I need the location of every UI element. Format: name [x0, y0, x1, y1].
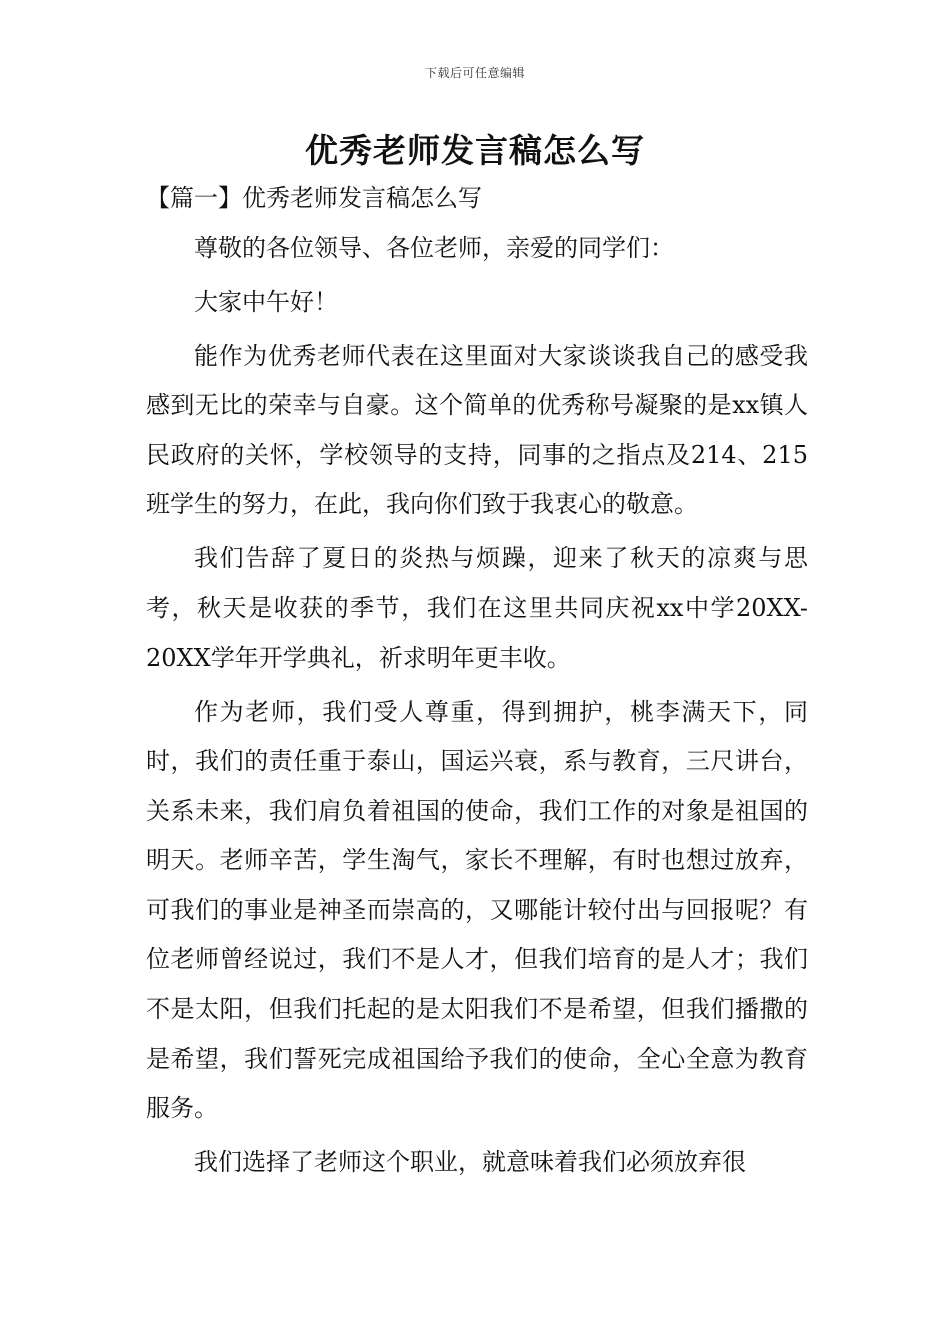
document-title: 优秀老师发言稿怎么写: [305, 131, 645, 170]
document-body: [146, 174, 808, 1188]
paragraph-greeting: 尊敬的各位领导、各位老师，亲爱的同学们：: [194, 233, 674, 262]
paragraph-autumn: 我们告辞了夏日的炎热与烦躁，迎来了秋天的凉爽与思考，秋天是收获的季节，我们在这里共同庆祝xx中学20XX-20XX学年开学典礼，祈求明年更丰收。: [146, 544, 808, 672]
section-heading: 【篇一】优秀老师发言稿怎么写: [146, 184, 482, 212]
paragraph-responsibility: 作为老师，我们受人尊重，得到拥护，桃李满天下，同时，我们的责任重于泰山，国运兴衰，系与教育，三尺讲台，关系未来，我们肩负着祖国的使命，我们工作的对象是祖国的明天。老师辛苦，学生淘气，家长不理解，有时也想过放弃，可我们的事业是神圣而崇高的，又哪能计较付出与回报呢？有位老师曾经说过，我们不是人才，但我们培育的是人才；我们不是太阳，但我们托起的是太阳我们不是希望，但我们播撒的是希望，我们誓死完成祖国给予我们的使命，全心全意为教育服务。: [146, 697, 808, 1123]
paragraph-career-choice: 我们选择了老师这个职业，就意味着我们必须放弃很: [194, 1148, 746, 1177]
paragraph-honor: 能作为优秀老师代表在这里面对大家谈谈我自己的感受我感到无比的荣幸与自豪。这个简单的优秀称号凝聚的是xx镇人民政府的关怀，学校领导的支持，同事的之指点及214、215班学生的努力，在此，我向你们致于我衷心的敬意。: [146, 341, 808, 519]
header-note: 下载后可任意编辑: [424, 66, 525, 80]
paragraph-salutation: 大家中午好！: [194, 287, 338, 316]
